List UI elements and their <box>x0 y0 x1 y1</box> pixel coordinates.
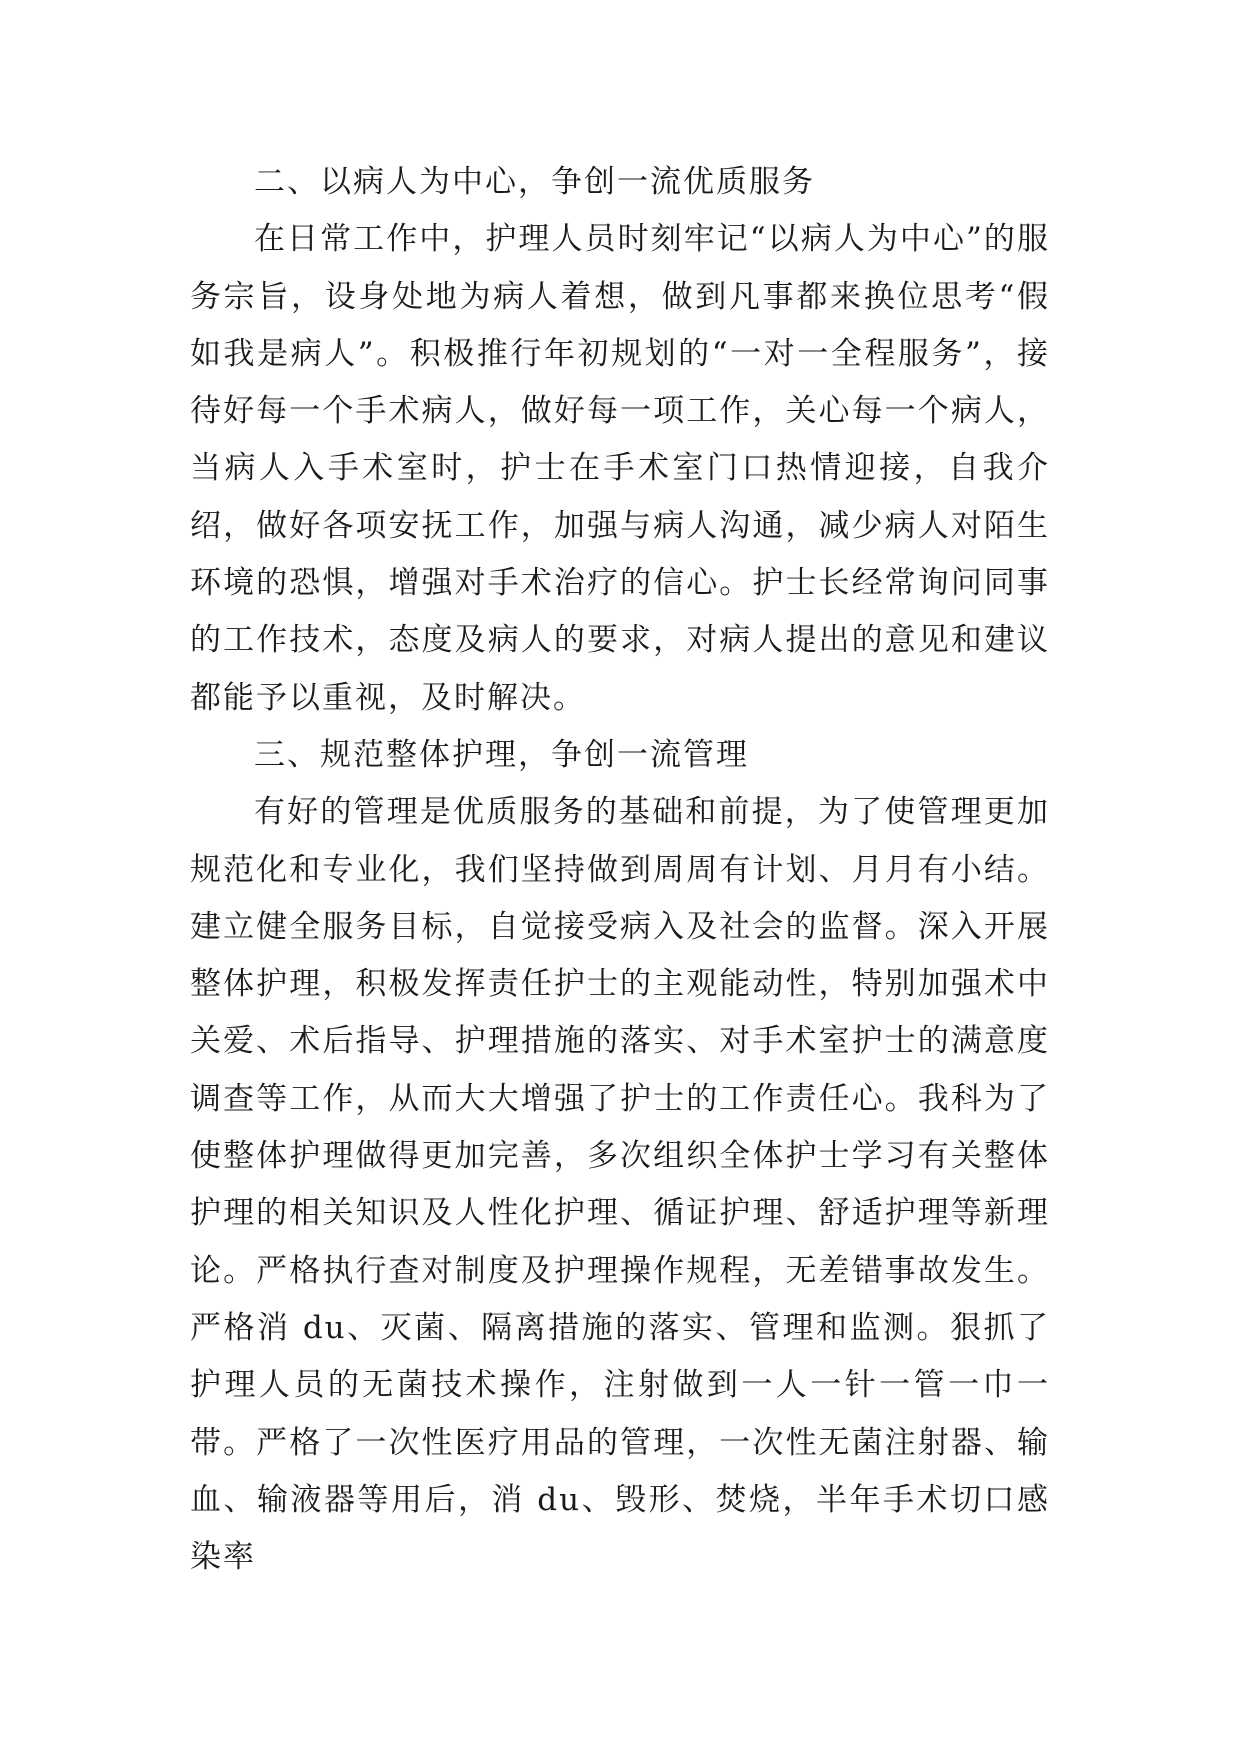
section-paragraph-3: 有好的管理是优质服务的基础和前提，为了使管理更加规范化和专业化，我们坚持做到周周有计划、月月有小结。建立健全服务目标，自觉接受病入及社会的监督。深入开展整体护理，积极发挥责任护士的主观能动性，特别加强术中关爱、术后指导、护理措施的落实、对手术室护士的满意度调查等工作，从而大大增强了护士的工作责任心。我科为了使整体护理做得更加完善，多次组织全体护士学习有关整体护理的相关知识及人性化护理、循证护理、舒适护理等新理论。严格执行查对制度及护理操作规程，无差错事故发生。严格消 du、灭菌、隔离措施的落实、管理和监测。狠抓了护理人员的无菌技术操作，注射做到一人一针一管一巾一带。严格了一次性医疗用品的管理，一次性无菌注射器、输血、输液器等用后，消 du、毁形、焚烧，半年手术切口感染率 <box>190 794 1050 1576</box>
document-body <box>190 154 1050 1586</box>
section-paragraph-2: 在日常工作中，护理人员时刻牢记“以病人为中心”的服务宗旨，设身处地为病人着想，做到凡事都来换位思考“假如我是病人”。积极推行年初规划的“一对一全程服务”，接待好每一个手术病人，做好每一项工作，关心每一个病人，当病人入手术室时，护士在手术室门口热情迎接，自我介绍，做好各项安抚工作，加强与病人沟通，减少病人对陌生环境的恐惧，增强对手术治疗的信心。护士长经常询问同事的工作技术，态度及病人的要求，对病人提出的意见和建议都能予以重视，及时解决。 <box>190 221 1050 716</box>
section-heading-3: 三、规范整体护理，争创一流管理 <box>254 736 749 773</box>
section-heading-2: 二、以病人为中心，争创一流优质服务 <box>254 164 815 200</box>
